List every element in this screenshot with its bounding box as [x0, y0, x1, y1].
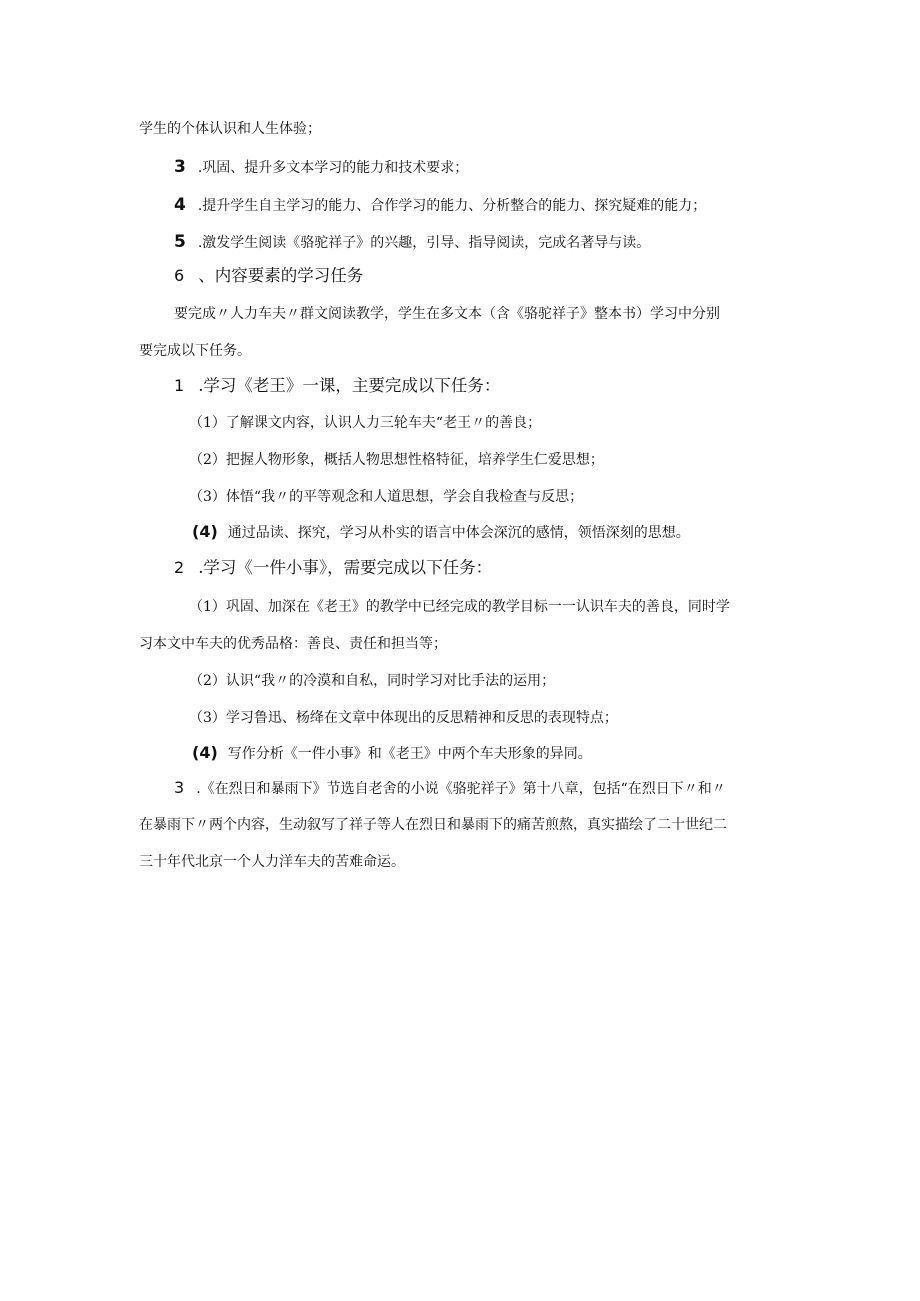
intro-paragraph-text-1: 要完成〃人力车夫〃群文阅读教学，学生在多文本（含《骆驼祥子》整本书）学习中分别 — [174, 306, 720, 322]
task-2-heading — [174, 558, 492, 578]
intro-paragraph-line-1 — [174, 304, 720, 324]
task-2-item-1-line-2 — [139, 634, 447, 654]
intro-tail-text: 学生的个体认识和人生体验； — [139, 121, 321, 137]
task-3-line-2 — [139, 815, 727, 835]
section-6-number: 6 — [174, 266, 185, 285]
task-2-item-2-text: 认识“我〃的冷漠和自私，同时学习对比手法的运用； — [225, 673, 556, 689]
task-3-line-3 — [139, 852, 405, 872]
task-2-item-1-mark: （1） — [189, 599, 226, 615]
task-3-line-1 — [174, 778, 726, 799]
task-1-title: .学习《老王》一课，主要完成以下任务： — [198, 376, 501, 395]
task-1-item-1-text: 了解课文内容，认识人力三轮车夫“老王〃的善良； — [225, 415, 542, 431]
section-6-title: 、内容要素的学习任务 — [198, 266, 364, 285]
goal-4-number: 4 — [174, 195, 186, 215]
task-1-item-3-mark: （3） — [189, 489, 226, 505]
task-2-item-1-text-1: 巩固、加深在《老王》的教学中已经完成的教学目标一一认识车夫的善良，同时学 — [225, 599, 730, 615]
task-2-item-1-line-1 — [189, 597, 730, 617]
task-2-item-4-mark: (4) — [192, 743, 218, 762]
goal-4-text: .提升学生自主学习的能力、合作学习的能力、分析整合的能力、探究疑难的能力； — [197, 198, 707, 214]
task-1-heading — [174, 376, 500, 396]
task-1-item-2 — [189, 450, 604, 470]
task-2-item-4-text: 写作分析《一件小事》和《老王》中两个车夫形象的异同。 — [227, 746, 592, 762]
task-1-item-1 — [189, 413, 541, 433]
goal-4 — [174, 195, 706, 216]
goal-5-number: 5 — [174, 232, 186, 252]
intro-tail-line — [139, 119, 321, 139]
task-3-number: 3 — [174, 778, 185, 797]
task-1-number: 1 — [174, 376, 185, 395]
task-1-item-4 — [192, 522, 690, 543]
task-2-item-1-text-2: 习本文中车夫的优秀品格：善良、责任和担当等； — [139, 636, 447, 652]
task-2-item-2 — [189, 671, 555, 691]
task-1-item-1-mark: （1） — [189, 415, 226, 431]
task-1-item-4-mark: (4) — [192, 522, 218, 541]
intro-paragraph-line-2 — [139, 341, 251, 361]
task-2-item-2-mark: （2） — [189, 673, 226, 689]
task-1-item-3-text: 体悟“我〃的平等观念和人道思想，学会自我检查与反思； — [225, 489, 584, 505]
task-2-item-3-text: 学习鲁迅、杨绛在文章中体现出的反思精神和反思的表现特点； — [225, 710, 618, 726]
task-2-number: 2 — [174, 558, 185, 577]
task-3-text-1: .《在烈日和暴雨下》节选自老舍的小说《骆驼祥子》第十八章，包括“在烈日下〃和〃 — [196, 781, 726, 797]
goal-5 — [174, 232, 650, 253]
goal-3-text: .巩固、提升多文本学习的能力和技术要求； — [197, 160, 469, 176]
task-1-item-2-mark: （2） — [189, 452, 226, 468]
intro-paragraph-text-2: 要完成以下任务。 — [139, 343, 251, 359]
task-1-item-4-text: 通过品读、探究，学习从朴实的语言中体会深沉的感情，领悟深刻的思想。 — [227, 525, 690, 541]
task-2-item-3 — [189, 708, 618, 728]
goal-3-number: 3 — [174, 157, 186, 177]
task-2-item-4 — [192, 743, 592, 764]
goal-5-text: .激发学生阅读《骆驼祥子》的兴趣，引导、指导阅读，完成名著导与读。 — [197, 235, 651, 251]
task-3-text-3: 三十年代北京一个人力洋车夫的苦难命运。 — [139, 854, 405, 870]
goal-3 — [174, 157, 468, 178]
task-1-item-2-text: 把握人物形象，概括人物思想性格特征，培养学生仁爱思想； — [225, 452, 604, 468]
task-1-item-3 — [189, 487, 583, 507]
task-2-item-3-mark: （3） — [189, 710, 226, 726]
section-6-heading — [174, 266, 363, 286]
task-2-title: .学习《一件小事》，需要完成以下任务： — [198, 558, 493, 577]
task-3-text-2: 在暴雨下〃两个内容，生动叙写了祥子等人在烈日和暴雨下的痛苦煎熬，真实描绘了二十世纪二 — [139, 817, 727, 833]
